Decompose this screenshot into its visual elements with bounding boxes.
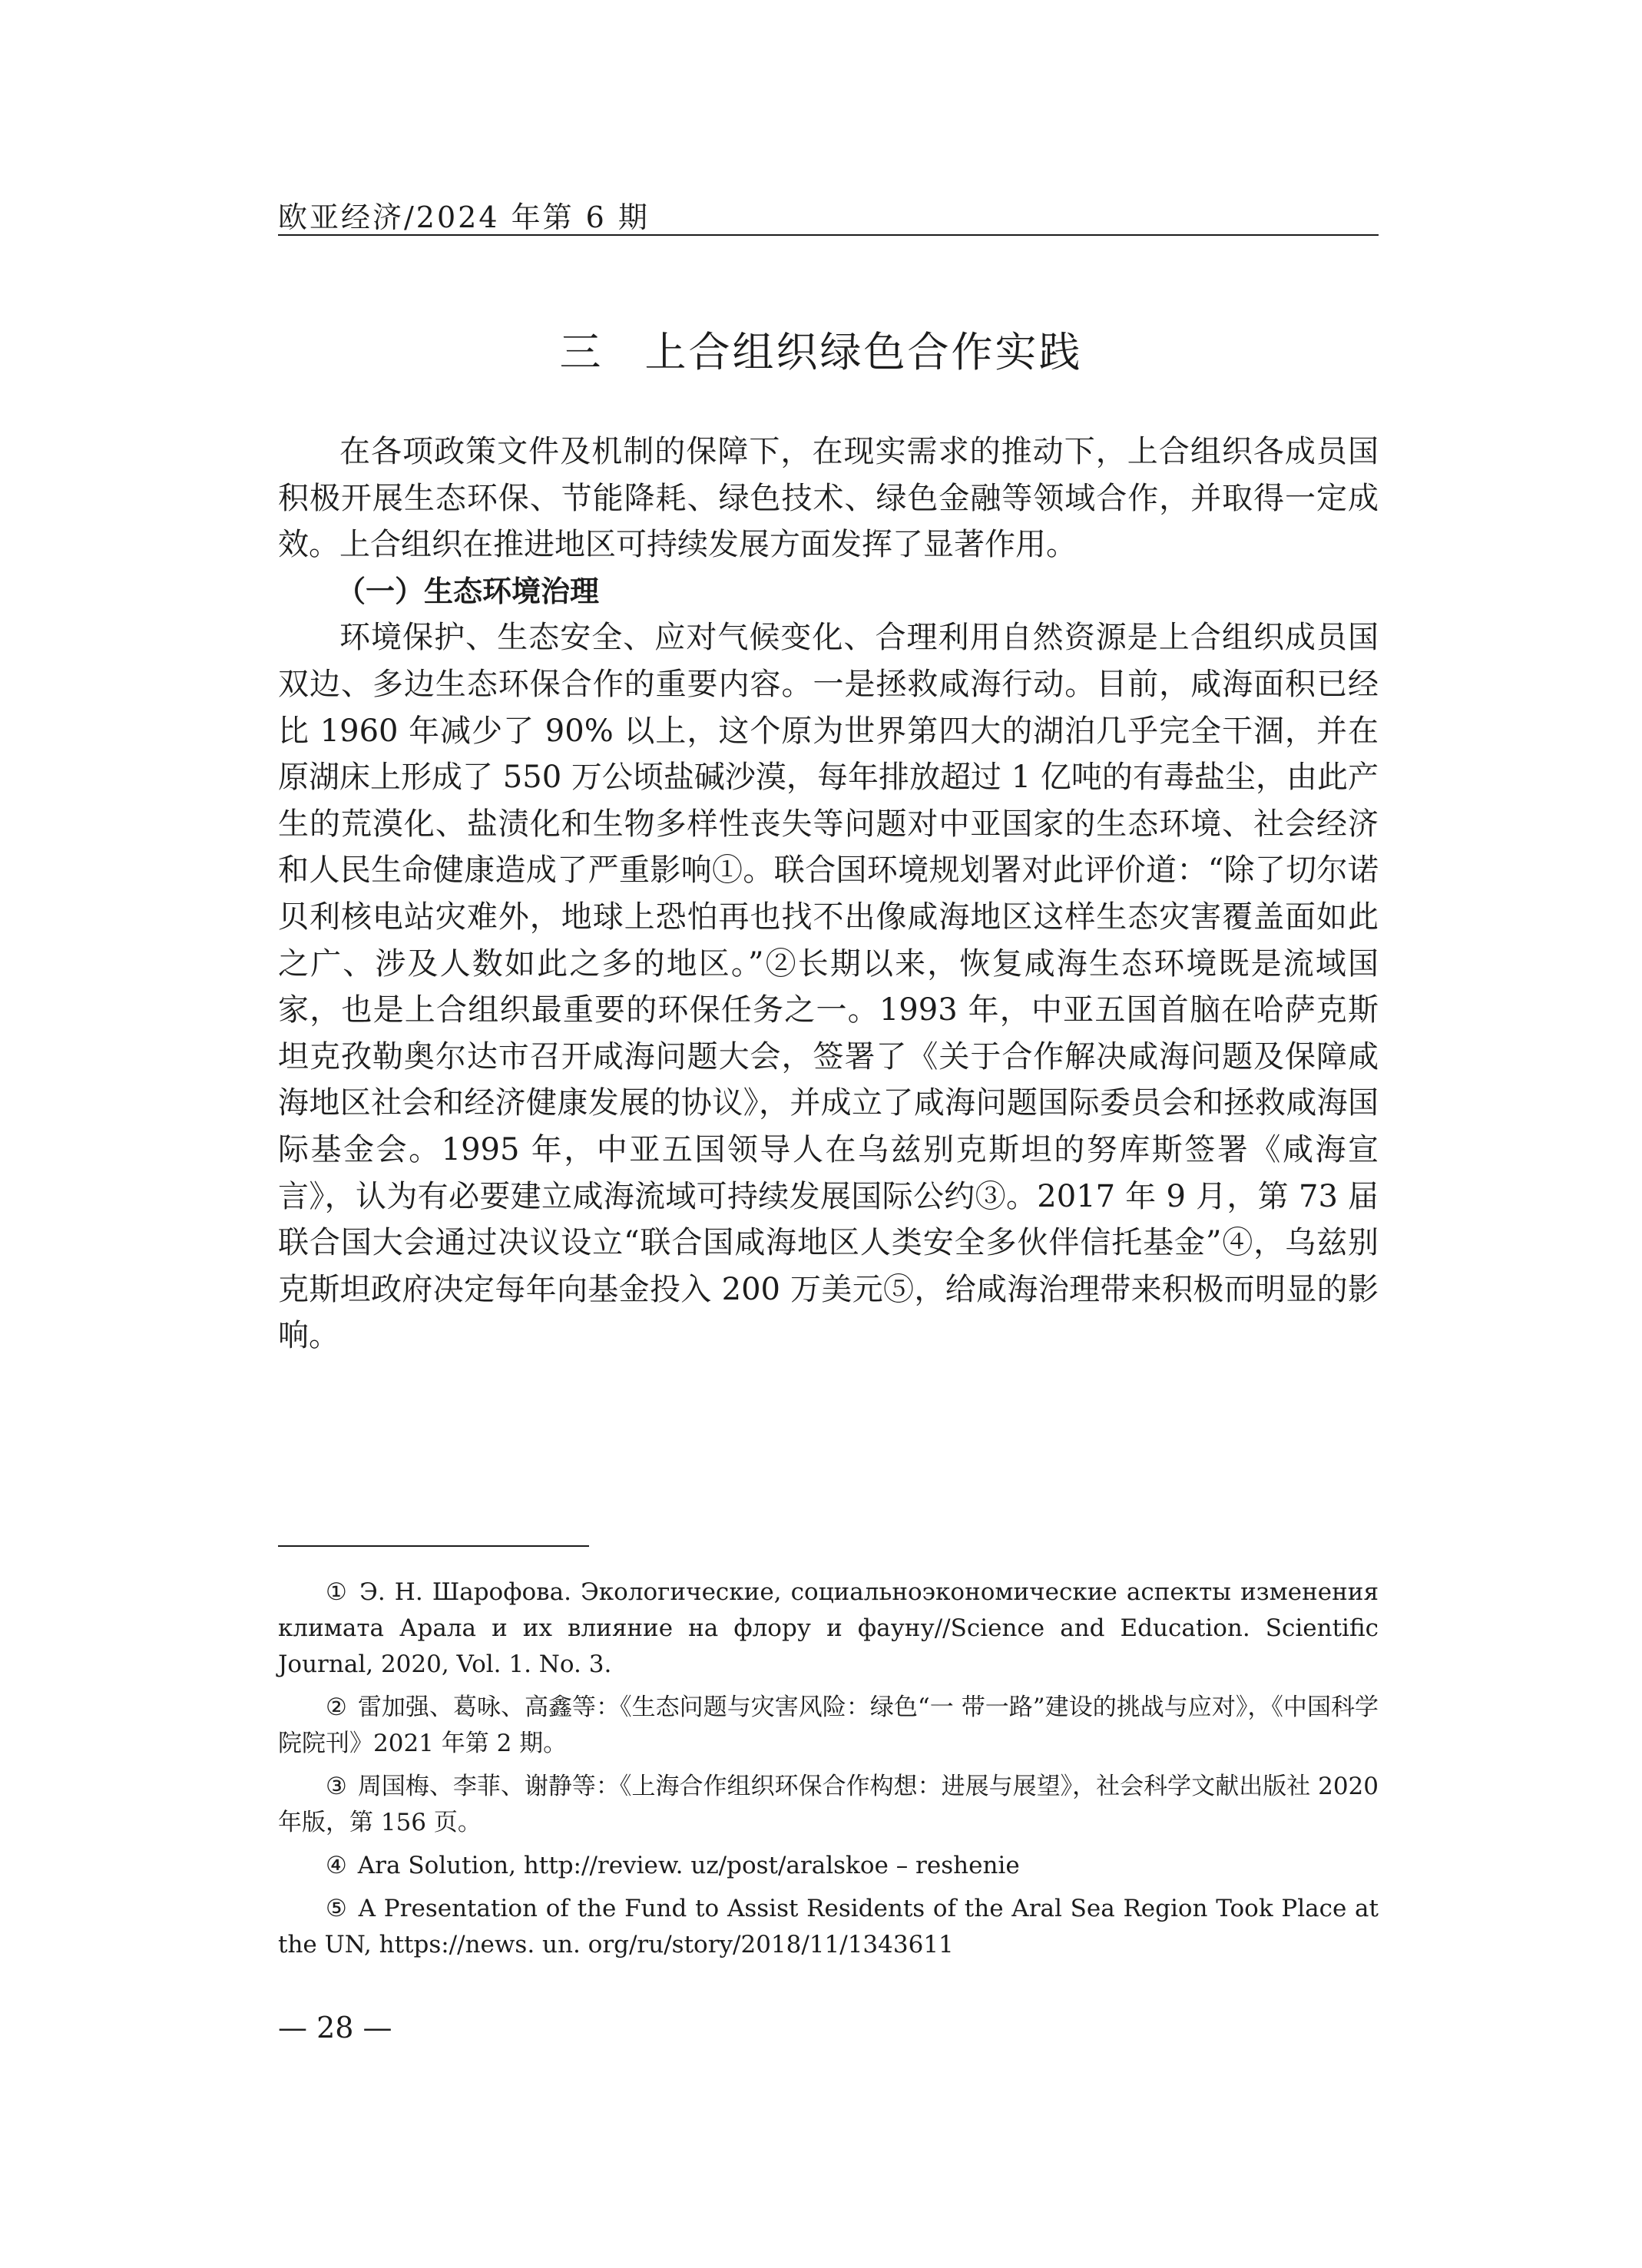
intro-paragraph: 在各项政策文件及机制的保障下，在现实需求的推动下，上合组织各成员国积极开展生态环保、节能降耗、绿色技术、绿色金融等领域合作，并取得一定成效。上合组织在推进地区可持续发展方面发挥了显著作用。 — [278, 434, 1379, 563]
body-paragraph: 环境保护、生态安全、应对气候变化、合理利用自然资源是上合组织成员国双边、多边生态环保合作的重要内容。一是拯救咸海行动。目前，咸海面积已经比 1960 年减少了 90% 以上，这个原为世界第四大的湖泊几乎完全干涸，并在原湖床上形成了 550 万公顷盐碱沙漠，每年排放超过 1 亿吨的有毒盐尘，由此产生的荒漠化、盐渍化和生物多样性丧失等问题对中亚国家的生态环境、社会经济和人民生命健康造成了严重影响①。联合国环境规划署对此评价道：“除了切尔诺贝利核电站灾难外，地球上恐怕再也找不出像咸海地区这样生态灾害覆盖面如此之广、涉及人数如此之多的地区。”②长期以来，恢复咸海生态环境既是流域国家，也是上合组织最重要的环保任务之一。1993 年，中亚五国首脑在哈萨克斯坦克孜勒奥尔达市召开咸海问题大会，签署了《关于合作解决咸海问题及保障咸海地区社会和经济健康发展的协议》，并成立了咸海问题国际委员会和拯救咸海国际基金会。1995 年，中亚五国领导人在乌兹别克斯坦的努库斯签署《咸海宣言》，认为有必要建立咸海流域可持续发展国际公约③。2017 年 9 月，第 73 届联合国大会通过决议设立“联合国咸海地区人类安全多伙伴信托基金”④，乌兹别克斯坦政府决定每年向基金投入 200 万美元⑤，给咸海治理带来积极而明显的影响。 — [278, 620, 1379, 1354]
footnote-text: Э. Н. Шарофова. Экологические, социальноэкономические аспекты изменения климата Арала и их влияние на флору и фауну//Science and Education. Scientific Journal, 2020, Vol. 1. No. 3. — [278, 1578, 1379, 1678]
running-head: 欧亚经济/2024 年第 6 期 — [278, 200, 650, 234]
section-title-text: 上合组织绿色合作实践 — [644, 328, 1083, 376]
section-number: 三 — [559, 328, 604, 376]
footnote-text: A Presentation of the Fund to Assist Residents of the Aral Sea Region Took Place at the UN, https://news. un. org/ru/story/2018/11/1343611 — [278, 1895, 1379, 1958]
footnote-marker: ③ — [326, 1773, 347, 1800]
subheading: （一）生态环境治理 — [336, 574, 600, 608]
footnote-3 — [278, 1769, 1379, 1841]
footnote-marker: ① — [326, 1578, 349, 1606]
footnote-5 — [278, 1891, 1379, 1963]
footnote-marker: ② — [326, 1694, 347, 1721]
footnote-text: Ara Solution, http://review. uz/post/aralskoe – reshenie — [357, 1852, 1020, 1879]
header-rule — [278, 234, 1379, 236]
footnote-text: 周国梅、李菲、谢静等：《上海合作组织环保合作构想：进展与展望》，社会科学文献出版社 2020 年版，第 156 页。 — [278, 1773, 1379, 1836]
footnote-rule — [278, 1545, 589, 1547]
footnote-1 — [278, 1574, 1379, 1683]
body-text — [278, 429, 1379, 1359]
footnote-marker: ④ — [326, 1852, 347, 1879]
footnote-marker: ⑤ — [326, 1895, 348, 1922]
footnotes — [278, 1574, 1379, 1970]
footnote-4 — [278, 1848, 1379, 1884]
footnote-2 — [278, 1690, 1379, 1762]
section-title — [0, 320, 1642, 379]
footnote-text: 雷加强、葛咏、高鑫等：《生态问题与灾害风险：绿色“一 带一路”建设的挑战与应对》，《中国科学院院刊》2021 年第 2 期。 — [278, 1694, 1379, 1757]
page-number: — 28 — — [278, 2011, 392, 2045]
